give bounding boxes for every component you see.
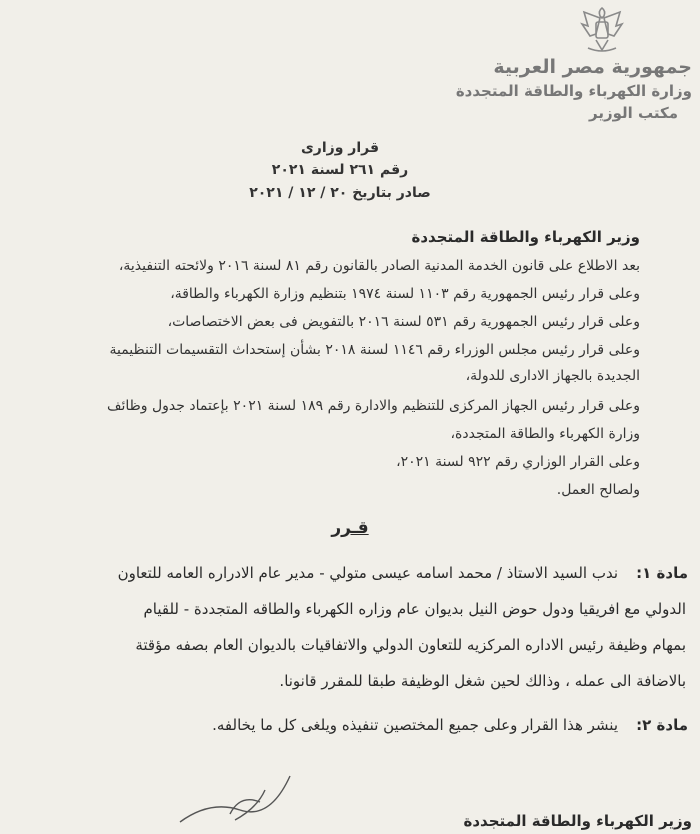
article-line: بمهام وظيفة رئيس الاداره المركزيه للتعاون الدولي والاتفاقيات بالديوان العام بصفه مؤقتة — [135, 636, 686, 654]
preamble-line: وعلى قرار رئيس الجمهورية رقم ١١٠٣ لسنة ١٩٧٤ بتنظيم وزارة الكهرباء والطاقة، — [170, 286, 640, 302]
preamble-line: الجديدة بالجهاز الادارى للدولة، — [465, 368, 640, 384]
preamble-line: وعلى القرار الوزاري رقم ٩٢٢ لسنة ٢٠٢١، — [396, 454, 640, 470]
article-label: مادة ١: — [636, 564, 688, 582]
signature-mark — [170, 770, 310, 830]
article-line: ندب السيد الاستاذ / محمد اسامه عيسى متولي - مدير عام الادراره العامه للتعاون — [117, 564, 618, 582]
article-line: بالاضافة الى عمله ، وذالك لحين شغل الوظيفة طبقا للمقرر قانونا. — [279, 672, 686, 690]
preamble-line: وزارة الكهرباء والطاقة المتجددة، — [450, 426, 640, 442]
preamble-line: ولصالح العمل. — [556, 482, 640, 498]
preamble-line: وعلى قرار رئيس الجمهورية رقم ٥٣١ لسنة ٢٠١٦ بالتفويض فى بعض الاختصاصات، — [167, 314, 640, 330]
decree-date: صادر بتاريخ ٢٠ / ١٢ / ٢٠٢١ — [249, 185, 431, 201]
article-line: ينشر هذا القرار وعلى جميع المختصين تنفيذه ويلغى كل ما يخالفه. — [212, 716, 618, 734]
signature-title: وزير الكهرباء والطاقة المتجددة — [463, 812, 692, 830]
letterhead-country: جمهورية مصر العربية — [493, 56, 692, 78]
letterhead-office: مكتب الوزير — [588, 104, 678, 122]
letterhead-ministry: وزارة الكهرباء والطاقة المتجددة — [455, 82, 692, 100]
article-label: مادة ٢: — [636, 716, 688, 734]
decided-heading: قـرر — [331, 518, 369, 538]
preamble-line: وعلى قرار رئيس الجهاز المركزى للتنظيم والادارة رقم ١٨٩ لسنة ٢٠٢١ بإعتماد جدول وظائف — [106, 398, 640, 414]
eagle-emblem-icon — [578, 4, 626, 54]
preamble-line: بعد الاطلاع على قانون الخدمة المدنية الصادر بالقانون رقم ٨١ لسنة ٢٠١٦ ولائحته التنفيذية، — [118, 258, 640, 274]
article-line: الدولي مع افريقيا ودول حوض النيل بديوان عام وزاره الكهرباء والطاقه المتجددة - للقيام — [143, 600, 686, 618]
decree-title: قرار وزارى — [300, 140, 380, 156]
preamble-line: وعلى قرار رئيس مجلس الوزراء رقم ١١٤٦ لسنة ٢٠١٨ بشأن إستحداث التقسيمات التنظيمية — [109, 342, 640, 358]
decree-number: رقم ٢٦١ لسنة ٢٠٢١ — [271, 162, 409, 178]
minister-heading: وزير الكهرباء والطاقة المتجددة — [411, 228, 640, 246]
